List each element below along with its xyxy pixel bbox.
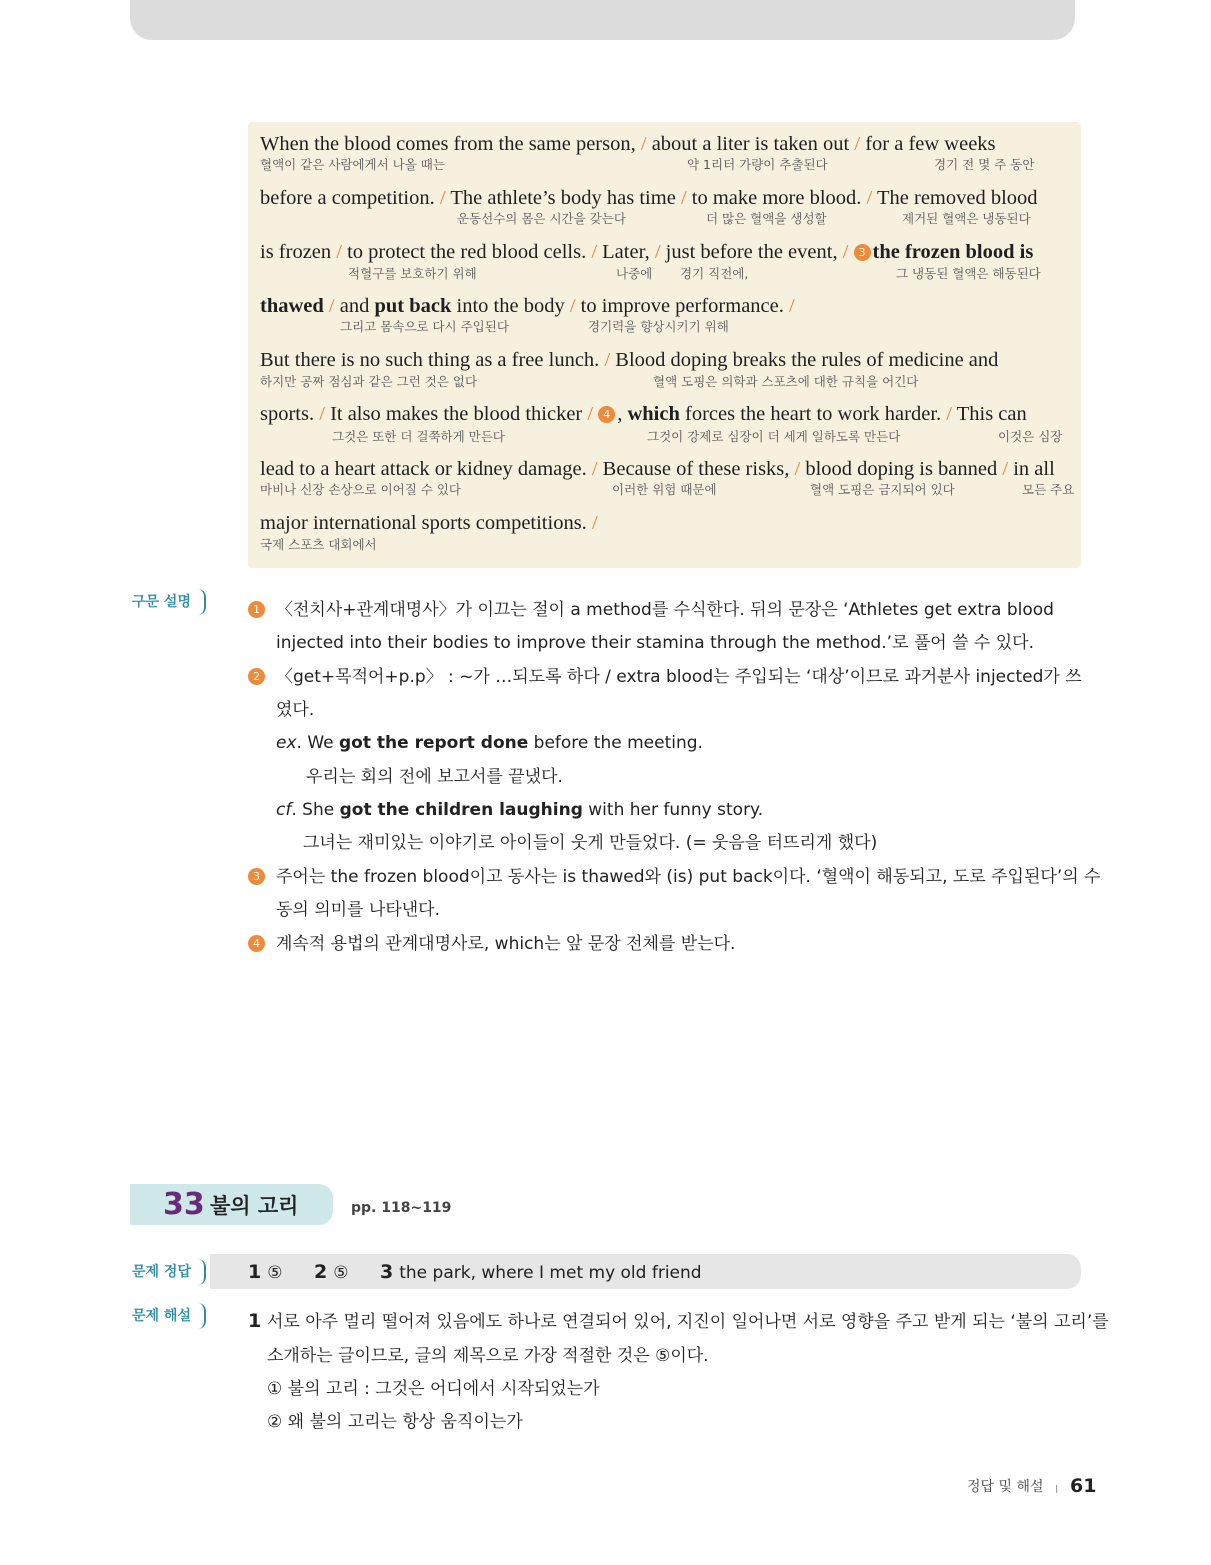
sentence-line-4: thawed / and put back into the body / to improve performance. / xyxy=(260,295,795,317)
sentence-line-1: When the blood comes from the same person, / about a liter is taken out / for a few weeks xyxy=(260,133,996,155)
sentence-line-3: is frozen / to protect the red blood cells. / Later, / just before the event, / 3 the frozen blood is xyxy=(260,241,1034,263)
gloss: 제거된 혈액은 냉동된다 xyxy=(902,211,1031,226)
explanation-tag: 문제 해설 xyxy=(130,1303,206,1329)
gloss: 더 많은 혈액을 생성할 xyxy=(706,211,827,226)
gloss: 운동선수의 몸은 시간을 갖는다 xyxy=(457,211,626,226)
compare-sentence: cf. She got the children laughing with her funny story. xyxy=(276,800,764,820)
sentence-line-6: sports. / It also makes the blood thicker / 4 , which forces the heart to work harder. / This can xyxy=(260,403,1027,425)
structure-tag: 구문 설명 xyxy=(130,589,206,615)
gloss: 국제 스포츠 대회에서 xyxy=(260,537,377,552)
example-sentence: ex. We got the report done before the meeting. xyxy=(276,733,703,753)
answer-1: 1 ⑤ xyxy=(248,1261,283,1283)
marker-4: 4 xyxy=(598,406,615,423)
gloss: 이것은 심장 xyxy=(998,429,1063,444)
bullet-3: 3 xyxy=(248,868,265,885)
explanation-line-1: 서로 아주 멀리 떨어져 있음에도 하나로 연결되어 있어, 지진이 일어나면 서로 영향을 주고 받게 되는 ‘불의 고리’를 xyxy=(267,1312,1109,1332)
structure-note-1b: injected into their bodies to improve their stamina through the method.’로 풀어 쓸 수 있다. xyxy=(276,633,1035,653)
bullet-4: 4 xyxy=(248,935,265,952)
sentence-line-8: major international sports competitions. / xyxy=(260,512,598,534)
gloss: 혈액 도핑은 의학과 스포츠에 대한 규칙을 어긴다 xyxy=(653,374,919,389)
gloss: 적혈구를 보호하기 위해 xyxy=(348,266,477,281)
gloss: 그 냉동된 혈액은 해동된다 xyxy=(896,266,1041,281)
example-translation: 우리는 회의 전에 보고서를 끝냈다. xyxy=(306,767,563,787)
bullet-2: 2 xyxy=(248,668,265,685)
answer-3: 3 the park, where I met my old friend xyxy=(380,1261,702,1283)
gloss: 그것이 강제로 심장이 더 세게 일하도록 만든다 xyxy=(647,429,901,444)
option-2: ② 왜 불의 고리는 항상 움직이는가 xyxy=(267,1412,523,1432)
sentence-line-7: lead to a heart attack or kidney damage. / Because of these risks, / blood doping is banned / in all xyxy=(260,458,1055,480)
page-number: 61 xyxy=(1070,1475,1097,1497)
structure-note-2b: 였다. xyxy=(276,700,315,720)
gloss: 혈액이 같은 사람에게서 나올 때는 xyxy=(260,157,445,172)
option-1: ① 불의 고리 : 그것은 어디에서 시작되었는가 xyxy=(267,1379,600,1399)
gloss: 경기력을 향상시키기 위해 xyxy=(588,319,729,334)
sentence-line-2: before a competition. / The athlete’s body has time / to make more blood. / The removed blood xyxy=(260,187,1038,209)
bullet-1: 1 xyxy=(248,601,265,618)
structure-note-2a: 〈get+목적어+p.p〉 : ~가 …되도록 하다 / extra blood는 주입되는 ‘대상’이므로 과거분사 injected가 쓰 xyxy=(276,667,1082,687)
gloss: 약 1리터 가량이 추출된다 xyxy=(687,157,828,172)
footer-label: 정답 및 해설 xyxy=(967,1479,1044,1495)
sentence-line-5: But there is no such thing as a free lunch. / Blood doping breaks the rules of medicine and xyxy=(260,349,999,371)
compare-translation: 그녀는 재미있는 이야기로 아이들이 웃게 만들었다. (= 웃음을 터뜨리게 했다) xyxy=(303,833,878,853)
gloss: 경기 직전에, xyxy=(680,266,749,281)
section-number: 33 xyxy=(163,1187,205,1222)
footer-separator: I xyxy=(1055,1483,1059,1496)
gloss: 하지만 공짜 점심과 같은 그런 것은 없다 xyxy=(260,374,478,389)
structure-note-3b: 동의 의미를 나타낸다. xyxy=(276,900,441,920)
top-header-bar xyxy=(130,0,1075,40)
structure-note-4: 계속적 용법의 관계대명사로, which는 앞 문장 전체를 받는다. xyxy=(276,934,736,954)
gloss: 혈액 도핑은 금지되어 있다 xyxy=(810,482,955,497)
section-title: 불의 고리 xyxy=(210,1194,299,1218)
gloss: 모든 주요 xyxy=(1022,482,1075,497)
gloss: 마비나 신장 손상으로 이어질 수 있다 xyxy=(260,482,461,497)
gloss: 나중에 xyxy=(616,266,653,281)
answer-2: 2 ⑤ xyxy=(314,1261,349,1283)
page-reference: pp. 118~119 xyxy=(351,1200,452,1216)
marker-3: 3 xyxy=(854,244,871,261)
gloss: 경기 전 몇 주 동안 xyxy=(934,157,1035,172)
explanation-number: 1 xyxy=(248,1310,262,1332)
gloss: 그것은 또한 더 걸쭉하게 만든다 xyxy=(332,429,505,444)
gloss: 이러한 위험 때문에 xyxy=(612,482,717,497)
structure-note-3a: 주어는 the frozen blood이고 동사는 is thawed와 (is) put back이다. ‘혈액이 해동되고, 도로 주입된다’의 수 xyxy=(276,867,1101,887)
answer-tag: 문제 정답 xyxy=(130,1259,206,1285)
structure-note-1a: 〈전치사+관계대명사〉가 이끄는 절이 a method를 수식한다. 뒤의 문장은 ‘Athletes get extra blood xyxy=(276,600,1054,620)
gloss: 그리고 몸속으로 다시 주입된다 xyxy=(340,319,509,334)
explanation-line-2: 소개하는 글이므로, 글의 제목으로 가장 적절한 것은 ⑤이다. xyxy=(267,1346,709,1366)
